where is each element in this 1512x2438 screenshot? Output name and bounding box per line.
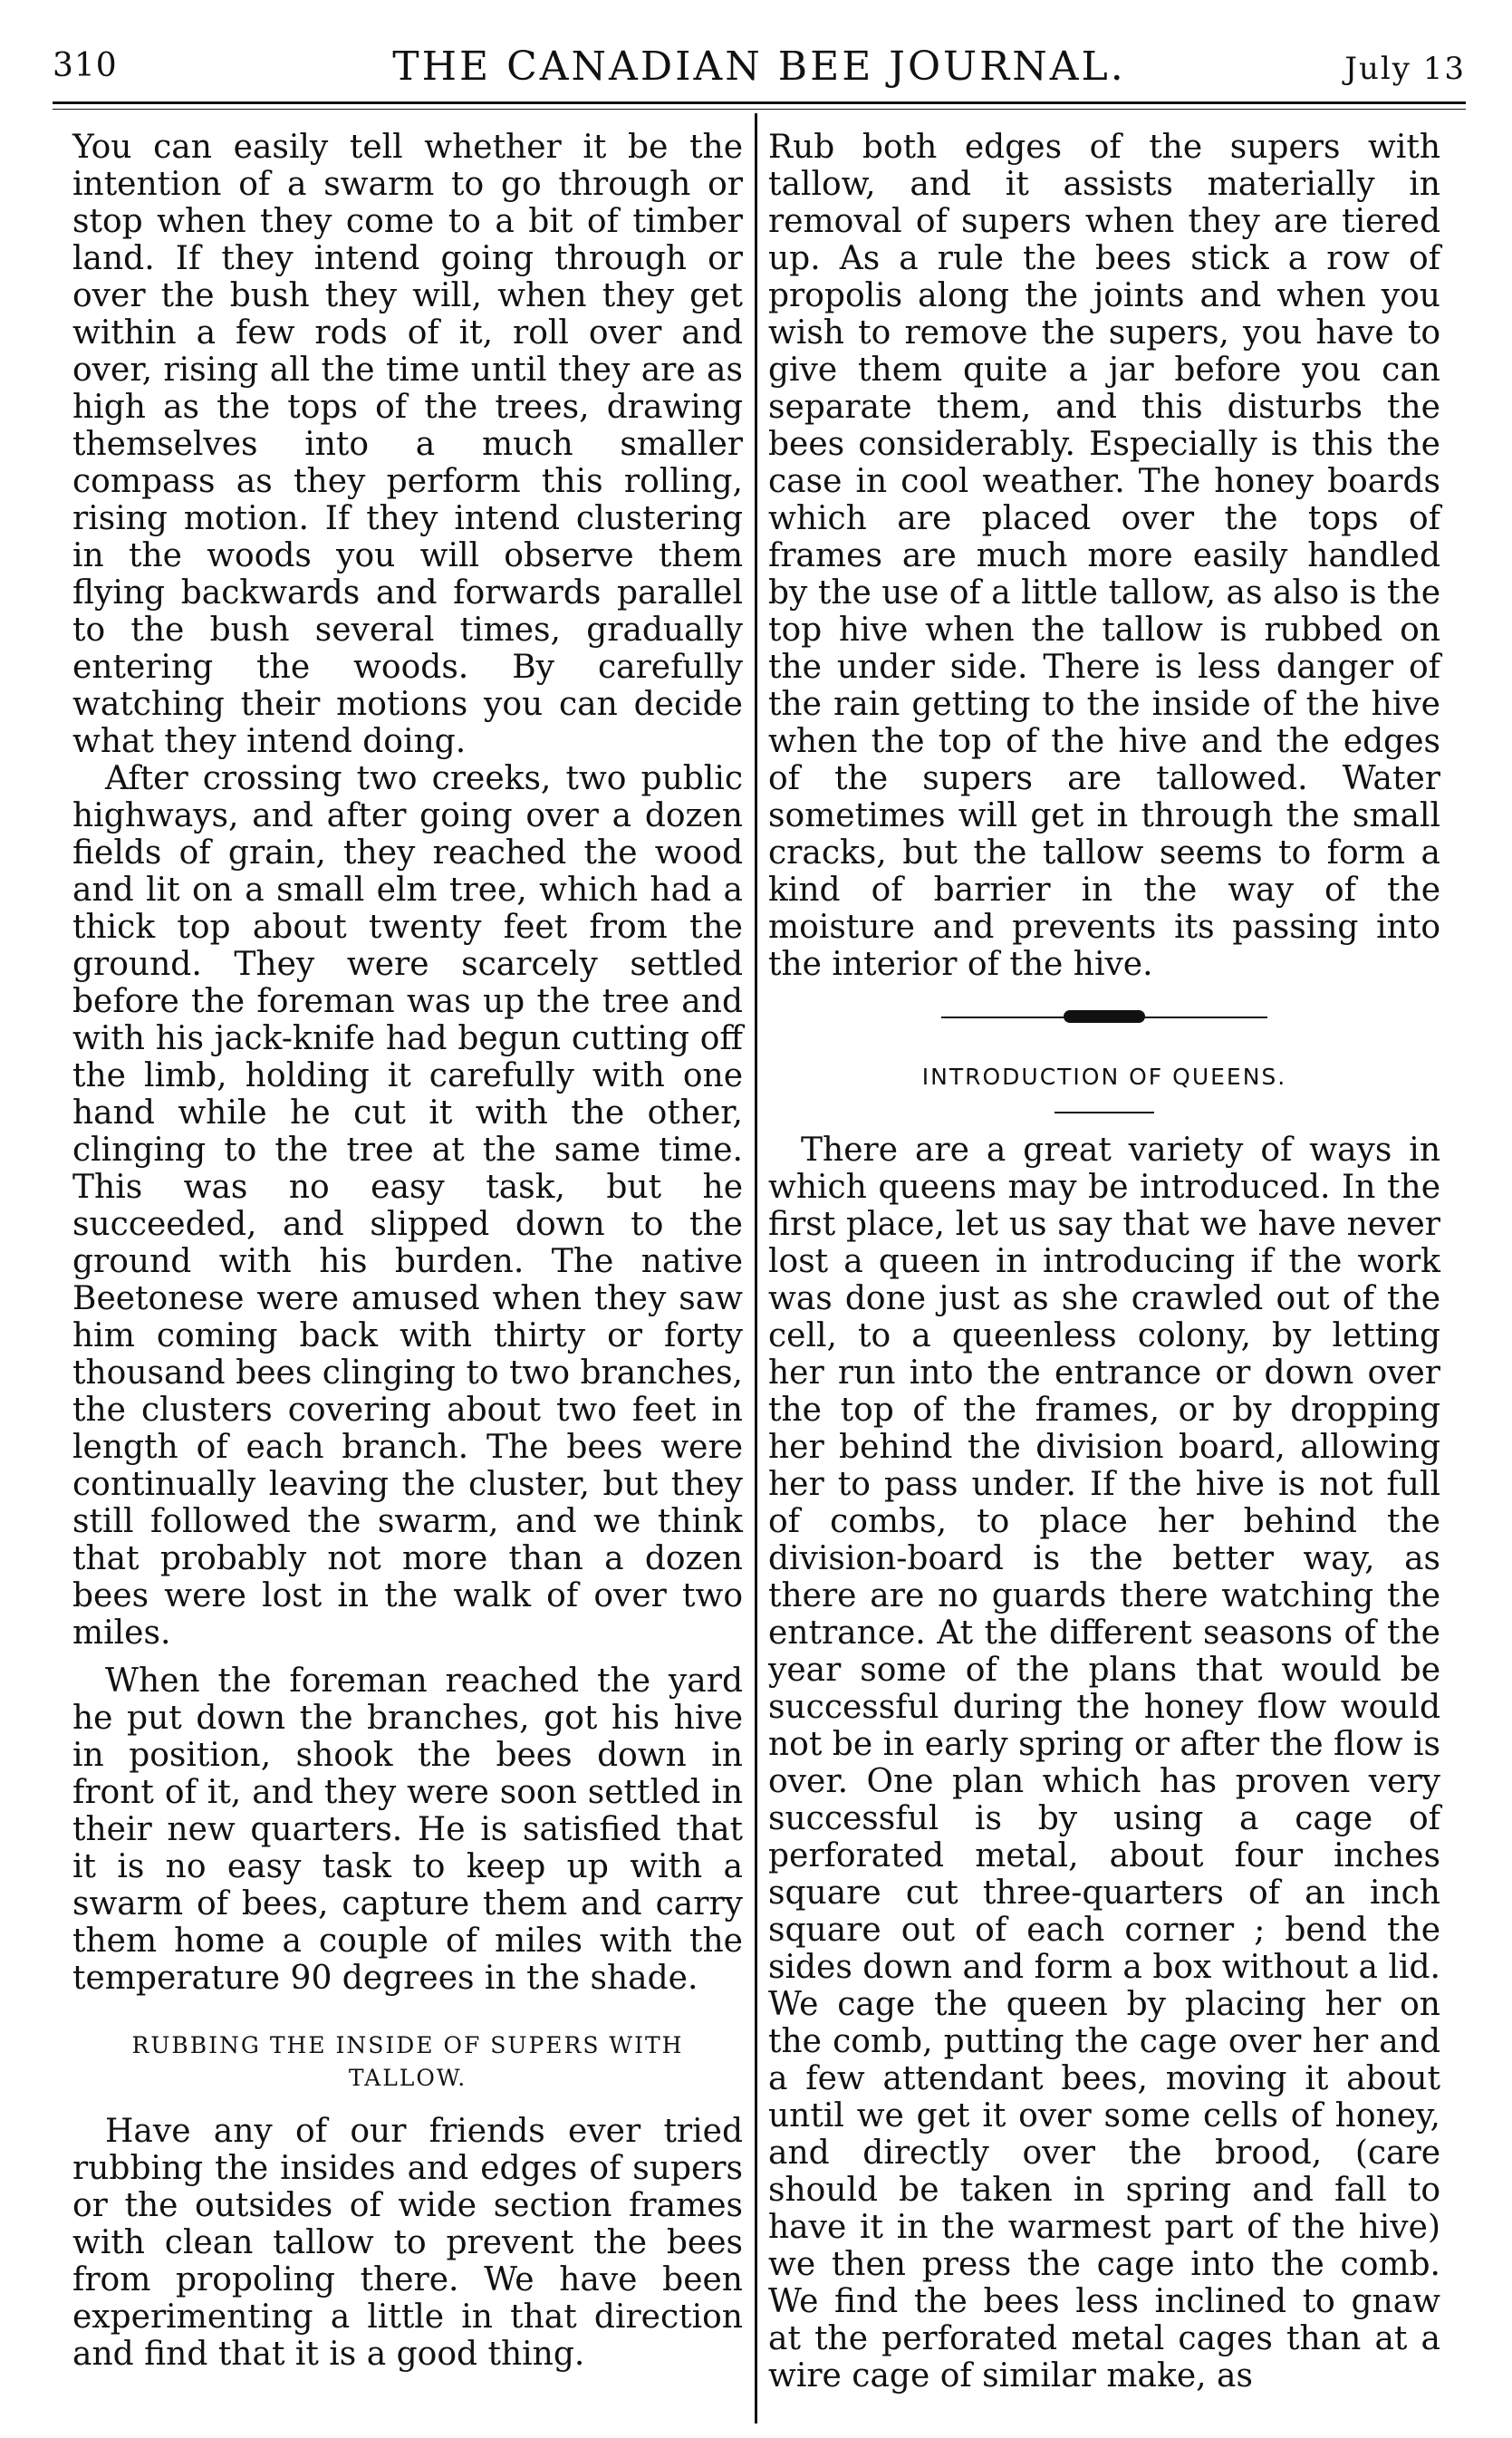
heading-underline	[1055, 1112, 1154, 1113]
journal-title: THE CANADIAN BEE JOURNAL.	[392, 43, 1126, 90]
issue-date: July 13	[1344, 51, 1466, 87]
header-rule-thin	[53, 109, 1466, 110]
page-number: 310	[53, 47, 118, 84]
paragraph-swarm-chase: After crossing two creeks, two public highways, and after going over a dozen fields of grain, they reached the wood and lit on a small elm tree, which had a thick top about twenty feet from the ground. They were scarcely settled before the foreman was up the tree and with his jack-knife had begun cutting off the limb, holding it carefully with one hand while he cut it with the other, clinging to the tree at the same time. This was no easy task, but he succeeded, and slipped down to the ground with his burden. The native Beetonese were amused when they saw him coming back with thirty or forty thousand bees clinging to two branches, the clusters covering about two feet in length of each branch. The bees were continually leaving the cluster, but they still followed the swarm, and we think that probably not more than a dozen bees were lost in the walk of over two miles.	[72, 760, 743, 1652]
paragraph-foreman-yard: When the foreman reached the yard he put down the branches, got his hive in position, shook the bees down in front of it, and they were soon settled in their new quarters. He is satisfied that it is no easy task to keep up with a swarm of bees, capture them and carry them home a couple of miles with the temperature 90 degrees in the shade.	[72, 1662, 743, 1997]
paragraph-queen-introduction: There are a great variety of ways in which queens may be introduced. In the first place, let us say that we have never lost a queen in introducing if the work was done just as she crawled out of the cell, to a queenless colony, by letting her run into the entrance or down over the top of the frames, or by dropping her behind the division board, allowing her to pass under. If the hive is not full of combs, to place her behind the division-board is the better way, as there are no guards there watching the entrance. At the different seasons of the year some of the plans that would be successful during the honey flow would not be in early spring or after the flow is over. One plan which has proven very successful is by using a cage of perforated metal, about four inches square cut three-quarters of an inch square out of each corner ; bend the sides down and form a box without a lid. We cage the queen by placing her on the comb, putting the cage over her and a few attendant bees, moving it about until we get it over some cells of honey, and directly over the brood, (care should be taken in spring and fall to have it in the warmest part of the hive) we then press the cage into the comb. We find the bees less inclined to gnaw at the perforated metal cages than at a wire cage of similar make, as	[768, 1132, 1440, 2395]
paragraph-swarm-behaviour: You can easily tell whether it be the intention of a swarm to go through or stop when they come to a bit of timber land. If they intend going through or over the bush they will, when they get within a few rods of it, roll over and over, rising all the time until they are as high as the tops of the trees, drawing themselves into a much smaller compass as they perform this rolling, rising motion. If they intend clustering in the woods you will observe them flying backwards and forwards parallel to the bush several times, gradually entering the woods. By carefully watching their motions you can decide what they intend doing.	[72, 129, 743, 760]
page-header	[53, 34, 1466, 98]
paragraph-tallow-intro: Have any of our friends ever tried rubbing the insides and edges of supers or the outsides of wide section frames with clean tallow to prevent the bees from propoling there. We have been experimenting a little in that direction and find that it is a good thing.	[72, 2113, 743, 2373]
ornamental-divider	[941, 1008, 1267, 1026]
heading-introduction-of-queens: INTRODUCTION OF QUEENS.	[921, 1064, 1287, 1090]
right-column	[768, 129, 1440, 2395]
heading-rubbing-line1: RUBBING THE INSIDE OF SUPERS WITH	[131, 2032, 684, 2058]
left-column	[72, 129, 743, 2373]
header-rule	[53, 101, 1466, 104]
column-divider	[755, 113, 757, 2424]
paragraph-tallow-continued: Rub both edges of the supers with tallow, and it assists materially in removal of supers when they are tiered up. As a rule the bees stick a row of propolis along the joints and when you wish to remove the supers, you have to give them quite a jar before you can separate them, and this disturbs the bees considerably. Especially is this the case in cool weather. The honey boards which are placed over the tops of frames are much more easily handled by the use of a little tallow, as also is the top hive when the tallow is rubbed on the under side. There is less danger of the rain getting to the inside of the hive when the top of the hive and the edges of the supers are tallowed. Water sometimes will get in through the small cracks, but the tallow seems to form a kind of barrier in the way of the moisture and prevents its passing into the interior of the hive.	[768, 129, 1440, 983]
heading-rubbing-line2: TALLOW.	[348, 2065, 467, 2091]
heading-rubbing-supers	[72, 2029, 743, 2095]
